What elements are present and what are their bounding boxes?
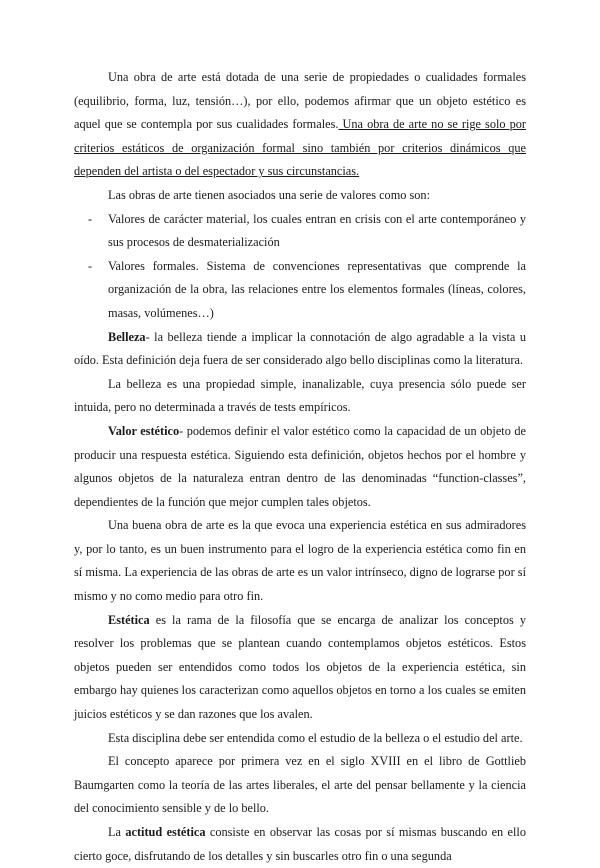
paragraph-belleza	[74, 326, 526, 373]
list-item-text: Valores de carácter material, los cuales entran en crisis con el arte contemporáneo y sus procesos de desmaterialización	[108, 211, 526, 250]
paragraph-text: - la belleza tiende a implicar la connotación de algo agradable a la vista u oído. Esta definición deja fuera de ser considerado algo bello disciplinas como la literatura.	[74, 329, 526, 368]
paragraph-text: Una obra de arte está dotada de una serie de propiedades o cualidades formales (equilibrio, forma, luz, tensión…), por ello, podemos afirmar que un objeto estético es aquel que se contempla por sus cualidades formales.	[74, 70, 526, 132]
term-valor-estetico: Valor estético	[108, 423, 180, 438]
paragraph-actitud-estetica	[74, 821, 526, 868]
list-item	[74, 208, 526, 255]
dash-bullet: -	[88, 211, 93, 226]
values-list	[74, 208, 526, 326]
paragraph-disciplina: Esta disciplina debe ser entendida como el estudio de la belleza o el estudio del arte.	[108, 730, 523, 745]
paragraph-valor-estetico	[74, 420, 526, 514]
underlined-text: Una obra de arte no se rige solo por criterios estáticos de organización formal sino también por criterios dinámicos que dependen del artista o del espectador y sus circunstancias.	[74, 117, 527, 179]
list-item	[74, 255, 526, 326]
list-item-text: Valores formales. Sistema de convenciones representativas que comprende la organización de la obra, las relaciones entre los elementos formales (líneas, colores, masas, volúmenes…)	[108, 258, 526, 320]
term-estetica: Estética	[108, 612, 150, 627]
paragraph-text: La	[108, 825, 126, 839]
paragraph-text: consiste en observar las cosas por sí mismas buscando en ello cierto goce, disfrutando de los detalles y sin buscarles otro fin o una segunda	[74, 825, 526, 863]
dash-bullet: -	[88, 258, 93, 273]
paragraph-text: es la rama de la filosofía que se encarga de analizar los conceptos y resolver los problemas que se plantean cuando contemplamos objetos estéticos. Estos objetos pueden ser entendidos como todos los objetos de la experiencia estética, sin embargo hay quienes los caracterizan como aquellos objetos en torno a los cuales se emiten juicios estéticos y se dan razones que los avalen.	[74, 612, 526, 722]
paragraph-estetica	[74, 609, 526, 727]
term-actitud-estetica: actitud estética	[125, 825, 206, 839]
paragraph-text: - podemos definir el valor estético como la capacidad de un objeto de producir una respuesta estética. Siguiendo esta definición, objetos hechos por el hombre y algunos objetos de la naturaleza entran dentro de las denominadas “function-classes”, dependientes de la función que mejor cumplen tales objetos.	[74, 423, 526, 509]
paragraph-buena-obra: Una buena obra de arte es la que evoca una experiencia estética en sus admiradores y, por lo tanto, es un buen instrumento para el logro de la experiencia estética como fin en sí misma. La experiencia de las obras de arte es un valor intrínseco, digno de lograrse por sí mismo y no como medio para otro fin.	[74, 518, 526, 604]
paragraph-propiedades-formales	[74, 66, 526, 184]
term-belleza: Belleza	[108, 329, 146, 344]
paragraph-valores-intro: Las obras de arte tienen asociados una serie de valores como son:	[108, 187, 430, 202]
paragraph-concepto: El concepto aparece por primera vez en el siglo XVIII en el libro de Gottlieb Baumgarten como la teoría de las artes liberales, el arte del pensar bellamente y la ciencia del conocimiento sensible y de lo bello.	[74, 754, 526, 816]
paragraph-belleza-propiedad: La belleza es una propiedad simple, inanalizable, cuya presencia sólo puede ser intuida, pero no determinada a través de tests empíricos.	[74, 376, 526, 415]
